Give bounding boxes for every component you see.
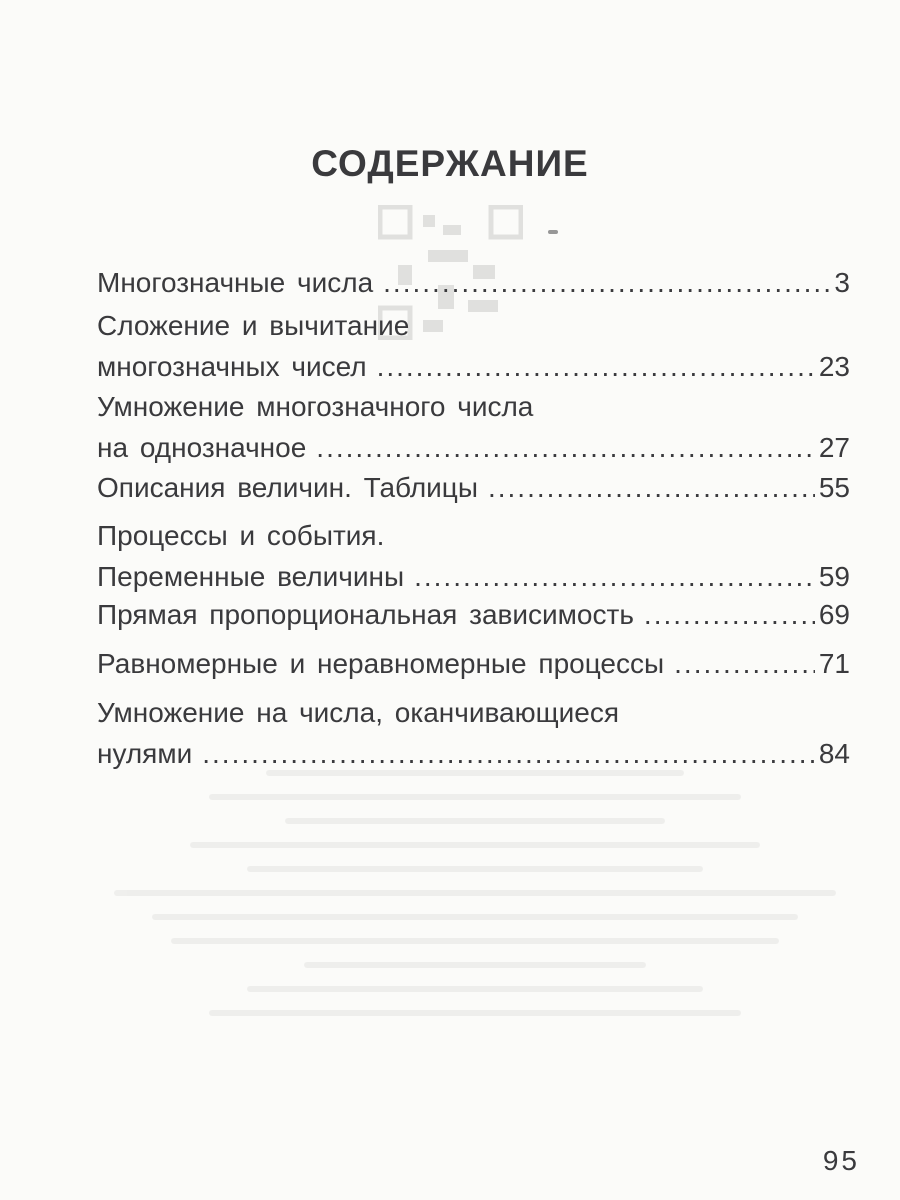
toc-entry-title: Процессы и события. — [97, 520, 385, 551]
dot-leader — [202, 733, 815, 774]
toc-entry — [97, 594, 850, 635]
toc-entry-page: 59 — [818, 561, 850, 592]
toc-entry-page: 23 — [818, 351, 850, 382]
dot-leader — [644, 594, 815, 635]
print-speck — [548, 230, 558, 234]
toc-entry-title-continued: на однозначное — [97, 432, 307, 463]
toc-entry-page: 3 — [834, 267, 850, 298]
toc-entry-page: 27 — [818, 432, 850, 463]
toc-entry-title: Равномерные и неравномерные процессы — [97, 648, 665, 679]
toc-entry — [97, 467, 850, 508]
dot-leader — [414, 556, 815, 597]
toc-entry-page: 71 — [818, 648, 850, 679]
toc-entry-title: Сложение и вычитание — [97, 310, 410, 341]
dot-leader — [316, 427, 815, 468]
toc-entry — [97, 515, 850, 597]
page-title: СОДЕРЖАНИЕ — [311, 143, 589, 184]
page-number: 95 — [822, 1145, 860, 1176]
toc-entry-title-continued: Переменные величины — [97, 561, 405, 592]
toc-entry — [97, 305, 850, 387]
dot-leader — [383, 262, 830, 303]
toc-entry-title: Описания величин. Таблицы — [97, 472, 478, 503]
dot-leader — [674, 643, 815, 684]
toc-entry — [97, 386, 850, 468]
toc-entry-title: Умножение на числа, оканчивающиеся — [97, 697, 620, 728]
toc-entry-title: Многозначные числа — [97, 267, 374, 298]
dot-leader — [488, 467, 815, 508]
toc-entry — [97, 692, 850, 774]
toc-entry-title-continued: нулями — [97, 738, 193, 769]
bleed-through-text — [95, 770, 855, 1150]
toc-entry-page: 55 — [818, 472, 850, 503]
toc-entry-page: 84 — [818, 738, 850, 769]
toc-entry-title: Умножение многозначного числа — [97, 391, 534, 422]
toc-entry-title: Прямая пропорциональная зависимость — [97, 599, 634, 630]
toc-entry — [97, 643, 850, 684]
toc-entry-page: 69 — [818, 599, 850, 630]
dot-leader — [377, 346, 815, 387]
toc-entry-title-continued: многозначных чисел — [97, 351, 367, 382]
toc-entry — [97, 262, 850, 303]
